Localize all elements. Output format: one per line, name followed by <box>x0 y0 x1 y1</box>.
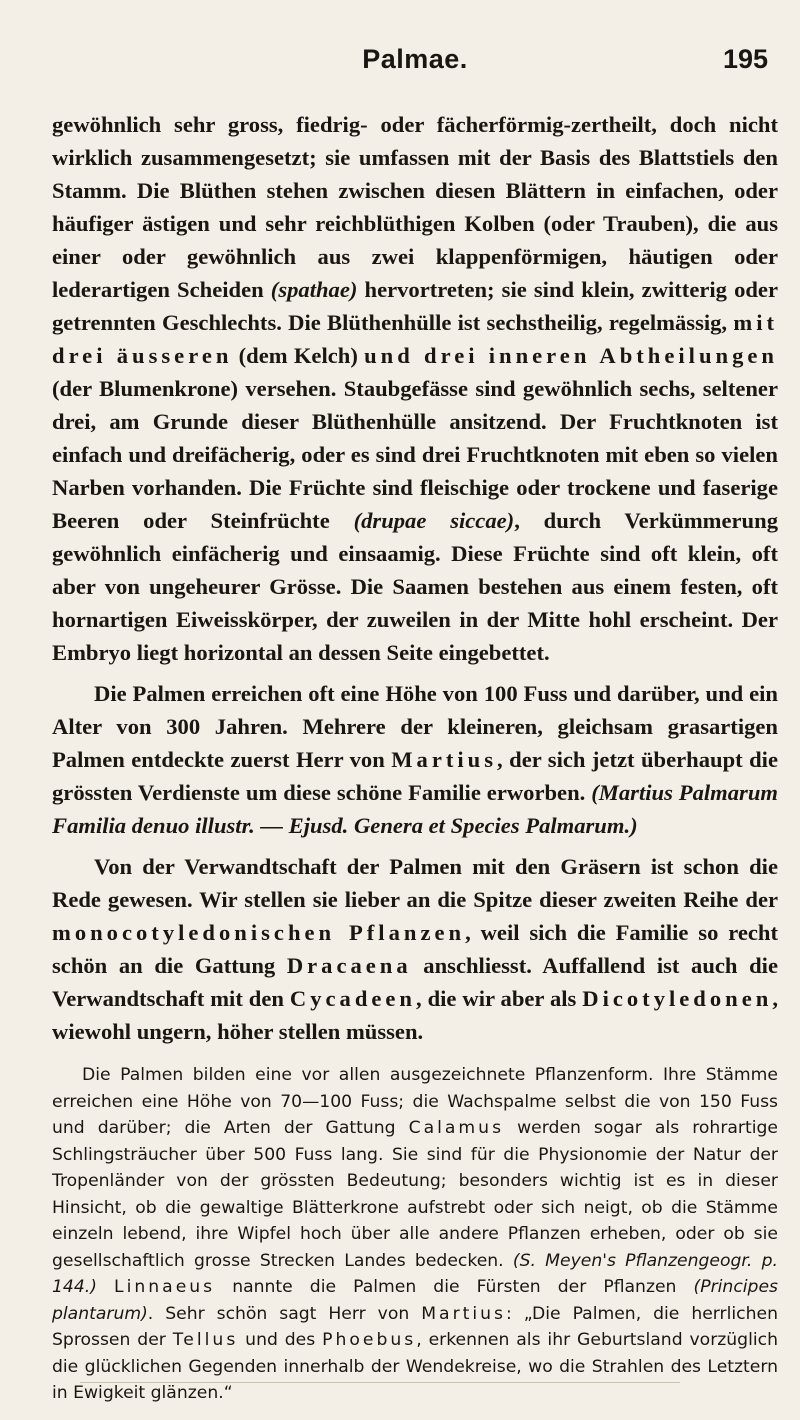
author-name: Linnaeus <box>114 1277 216 1297</box>
text-run: Von der Verwandtschaft der Palmen mit den Gräsern ist schon die Rede gewesen. Wir stellen sie lieber an die Spitze dieser zweiten Reihe der <box>52 854 778 912</box>
spaced-text: und drei inneren Abtheilungen <box>364 343 778 368</box>
text-run: gewöhnlich sehr gross, fiedrig- oder fächerförmig-zertheilt, doch nicht wirklich zusammengesetzt; sie umfassen mit der Basis des Blattstiels den Stamm. Die Blüthen stehen zwischen diesen Blättern in einfachen, oder häufiger ästigen und sehr reichblüthigen Kolben (oder Trauben), die aus einer oder gewöhnlich aus zwei klappenförmigen, häutigen oder lederartigen Scheiden <box>52 112 778 302</box>
deity-name: Tellus <box>172 1330 239 1350</box>
latin-term: (spathae) <box>270 277 358 302</box>
spaced-text: monocotyledonischen Pflanzen <box>52 920 466 945</box>
text-run <box>97 1277 114 1297</box>
text-run: und des <box>238 1330 323 1350</box>
paragraph-3 <box>52 850 778 1048</box>
citation: (S. Meyen's Pflanzengeogr. p. 144.) <box>52 1250 778 1297</box>
author-name: Martius <box>421 1303 506 1324</box>
text-run: werden sogar als rohrartige Schlingsträucher über 500 Fuss lang. Sie sind für die Physionomie der Natur der Tropenländer von der grössten Bedeutung; besonders wichtig ist es in dieser Hinsicht, ob die gewaltige Blätterkrone aufstrebt oder sich neigt, ob die Stämme einzeln lebend, ihre Wipfel hoch über alle andere Pflanzen erheben, oder ob sie gesellschaftlich grosse Strecken Landes bedecken. <box>52 1118 778 1271</box>
text-run: anschliesst. Auffallend ist auch die Verwandtschaft mit den <box>52 953 778 1011</box>
text-run: , durch Verkümmerung gewöhnlich einfächerig und einsaamig. Diese Früchte sind oft klein, oft aber von ungeheurer Grösse. Die Saamen bestehen aus einem festen, oft hornartigen Eiweisskörper, der zuweilen in der Mitte hohl erscheint. Der Embryo liegt horizontal an dessen Seite eingebettet. <box>52 508 778 665</box>
text-run: , wiewohl ungern, höher stellen müssen. <box>52 986 778 1044</box>
text-run: nannte die Palmen die Fürsten der Pflanzen <box>215 1277 694 1297</box>
latin-term: (Principes plantarum) <box>52 1277 778 1324</box>
class-name: Dicotyledonen <box>582 986 773 1011</box>
author-name: Martius <box>391 747 498 772</box>
text-run: (dem Kelch) <box>232 343 365 368</box>
paragraph-2 <box>52 677 778 842</box>
footnote-block <box>52 1062 778 1407</box>
footnote-paragraph <box>52 1062 778 1407</box>
family-name: Cycadeen <box>289 986 417 1011</box>
genus-name: Dracaena <box>286 953 412 978</box>
citation: (Martius Palmarum Familia denuo illustr. — Ejusd. Genera et Species Palmarum.) <box>52 780 778 838</box>
text-run: Die Palmen erreichen oft eine Höhe von 100 Fuss und darüber, und ein Alter von 300 Jahren. Mehrere der kleineren, gleichsam grasartigen Palmen entdeckte zuerst Herr von <box>52 681 778 772</box>
text-run: : „Die Palmen, die herrlichen Sprossen der <box>52 1303 778 1350</box>
spaced-text: mit drei äusseren <box>52 310 778 368</box>
text-run: , weil sich die Familie so recht schön an die Gattung <box>52 920 778 978</box>
text-run: , erkennen als ihr Geburtsland vorzüglich die glücklichen Gegenden innerhalb der Wendekreise, wo die Strahlen des Letztern in Ewigkeit glänzen.“ <box>52 1330 778 1403</box>
page-number: 195 <box>722 44 768 74</box>
genus-name: Calamus <box>408 1118 505 1138</box>
page-header <box>52 0 778 108</box>
paragraph-1 <box>52 108 778 669</box>
text-run: . Sehr schön sagt Herr von <box>147 1303 422 1324</box>
page-edge-rule <box>80 1382 680 1383</box>
text-run: Die Palmen bilden eine vor allen ausgezeichnete Pflanzenform. Ihre Stämme erreichen eine Höhe von 70—100 Fuss; die Wachspalme selbst die von 150 Fuss und darüber; die Arten der Gattung <box>52 1065 778 1138</box>
text-run: , der sich jetzt überhaupt die grössten Verdienste um diese schöne Familie erworben. <box>52 747 778 805</box>
text-run: (der Blumenkrone) versehen. Staubgefässe sind gewöhnlich sechs, seltener drei, am Grunde dieser Blüthenhülle ansitzend. Der Fruchtknoten ist einfach und dreifächerig, oder es sind drei Fruchtknoten mit eben so vielen Narben vorhanden. Die Früchte sind fleischige oder trockene und faserige Beeren oder Steinfrüchte <box>52 376 778 533</box>
latin-term: (drupae siccae) <box>353 508 515 533</box>
main-text <box>52 108 778 1048</box>
running-title: Palmae. <box>362 44 468 74</box>
deity-name: Phoebus <box>322 1330 417 1350</box>
text-run: , die wir aber als <box>416 986 583 1011</box>
text-run: hervortreten; sie sind klein, zwitterig oder getrennten Geschlechts. Die Blüthenhülle ist sechstheilig, regelmässig, <box>52 277 778 335</box>
